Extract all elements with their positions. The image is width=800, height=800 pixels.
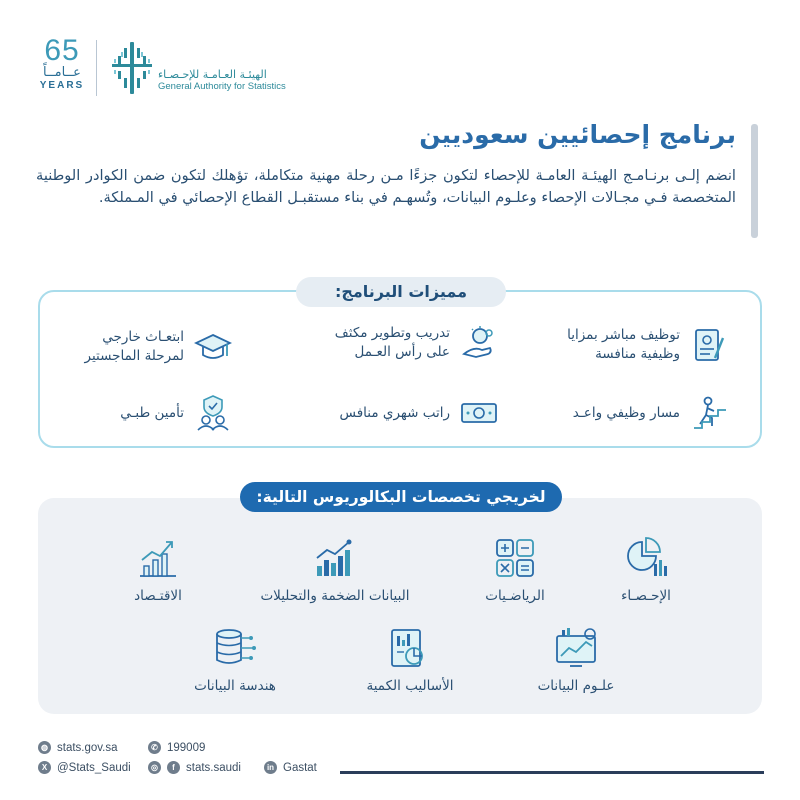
- training-icon: [460, 324, 498, 362]
- major-item: علـوم البيانات: [516, 626, 636, 694]
- footer-website[interactable]: ◍ stats.gov.sa: [38, 741, 118, 754]
- intro-paragraph: انضم إلـى برنـامـج الهيئـة العامـة للإحصاء لتكون جزءًا مـن رحلة مهنية متكاملة، تؤهلك لتكون ضمن الكوادر الوطنية المتخصصة فـي مجـالات الإحصاء وعلـوم البيانات، وتُسهـم في بناء مستقبـل القطاع الإحصائي في المـملكة.: [36, 167, 736, 206]
- facebook-icon: f: [167, 761, 180, 774]
- anniversary-en: YEARS: [39, 80, 85, 91]
- feature-item: تدريب وتطوير مكثف على رأس العـمل: [335, 324, 498, 362]
- economics-icon: [136, 536, 180, 580]
- graduation-cap-icon: [194, 328, 232, 366]
- quantitative-methods-icon: [388, 626, 432, 670]
- major-item: الإحـصـاء: [586, 536, 706, 604]
- feature-item: توظيف مباشر بمزايا وظيفية منافسة: [567, 326, 728, 364]
- feature-item: مسار وظيفي واعـد: [573, 394, 728, 432]
- major-item: الرياضـيات: [455, 536, 575, 604]
- anniversary-number: 65: [44, 34, 80, 67]
- globe-icon: ◍: [38, 741, 51, 754]
- major-item: البيانات الضخمة والتحليلات: [240, 536, 430, 604]
- linkedin-icon: in: [264, 761, 277, 774]
- job-contract-icon: [690, 326, 728, 364]
- footer-phone[interactable]: ✆ 199009: [148, 741, 205, 754]
- footer-x-handle[interactable]: X @Stats_Saudi: [38, 761, 131, 774]
- big-data-icon: [313, 536, 357, 580]
- footer-social-handle[interactable]: ◎ f stats.saudi: [148, 761, 241, 774]
- feature-item: تأمين طبـي: [120, 394, 232, 432]
- x-icon: X: [38, 761, 51, 774]
- logo-divider: [96, 40, 97, 96]
- major-item: الاقتـصاد: [98, 536, 218, 604]
- major-item: هندسة البيانات: [170, 626, 300, 694]
- instagram-icon: ◎: [148, 761, 161, 774]
- majors-heading: لخريجي تخصصات البكالوريوس التالية:: [240, 482, 562, 512]
- feature-item: ابتعـاث خارجي لمرحلة الماجستير: [85, 328, 232, 366]
- authority-name-ar: الهيئـة العـامـة للإحـصـاء: [158, 68, 267, 81]
- anniversary-logo: [34, 36, 90, 91]
- features-heading: مميزات البرنامج:: [296, 277, 506, 307]
- statistics-icon: [624, 536, 668, 580]
- footer-divider: [340, 771, 764, 774]
- major-item: الأساليب الكمية: [340, 626, 480, 694]
- feature-item: راتب شهري منافس: [340, 394, 499, 432]
- footer-linkedin[interactable]: in Gastat: [264, 761, 317, 774]
- mathematics-icon: [493, 536, 537, 580]
- anniversary-ar: عــامــاً: [43, 65, 81, 80]
- data-engineering-icon: [213, 626, 257, 670]
- page-title: برنامج إحصائيين سعوديين: [419, 120, 736, 149]
- data-science-icon: [554, 626, 598, 670]
- career-path-icon: [690, 394, 728, 432]
- authority-name: [158, 68, 286, 92]
- salary-icon: [460, 394, 498, 432]
- title-accent-bar: [751, 124, 758, 238]
- gastat-logo-icon: [110, 40, 154, 96]
- medical-insurance-icon: [194, 394, 232, 432]
- phone-icon: ✆: [148, 741, 161, 754]
- authority-name-en: General Authority for Statistics: [158, 81, 286, 92]
